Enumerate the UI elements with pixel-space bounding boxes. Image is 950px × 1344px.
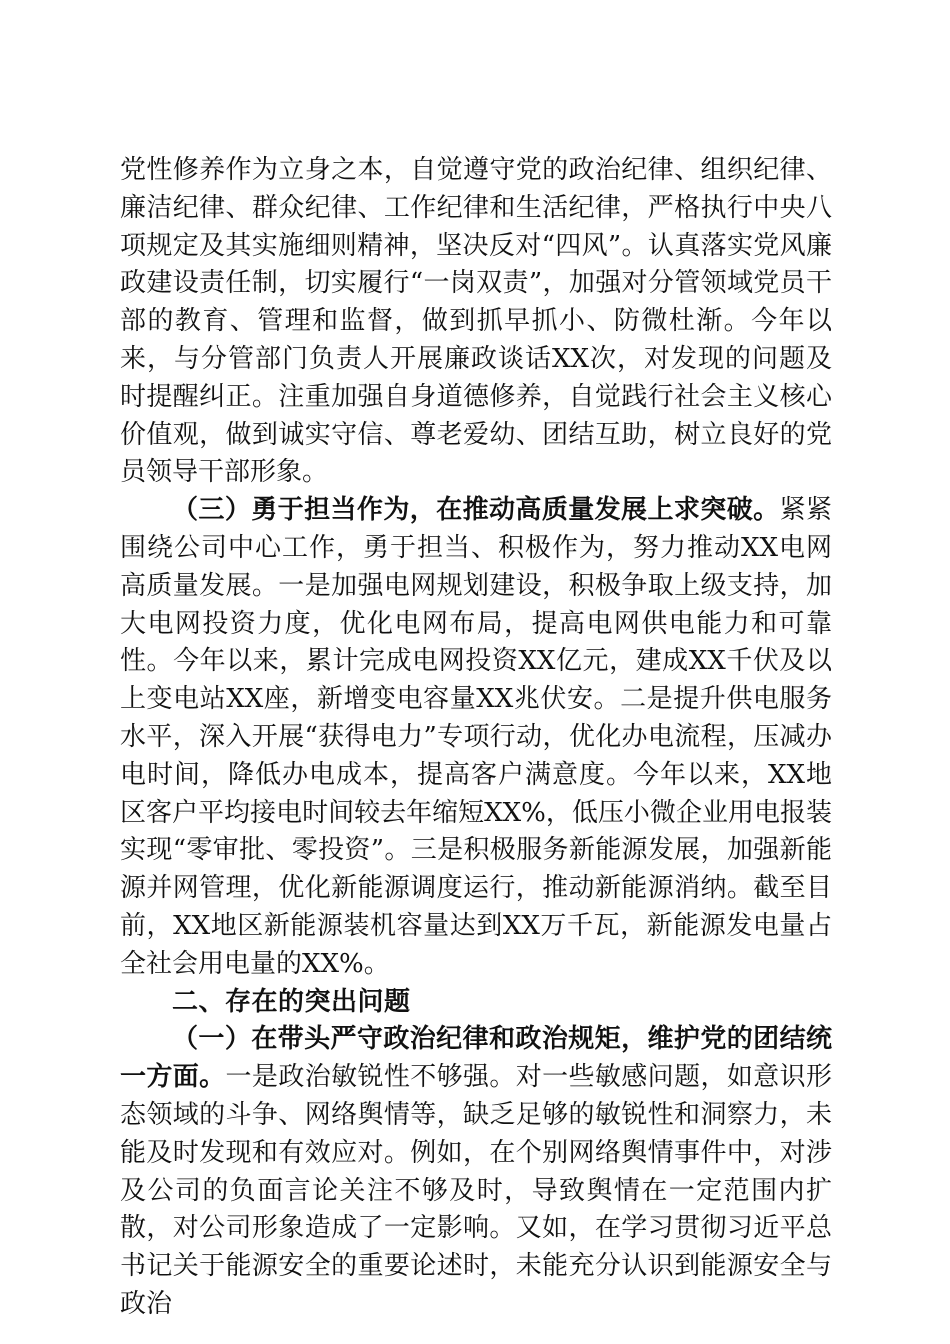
- paragraph-continuation: [120, 152, 832, 492]
- paragraph-text: 一是政治敏锐性不够强。对一些敏感问题，如意识形态领域的斗争、网络舆情等，缺乏足够的敏锐性和洞察力，未能及时发现和有效应对。例如，在个别网络舆情事件中，对涉及公司的负面言论关注不够及时，导致舆情在一定范围内扩散，对公司形象造成了一定影响。又如，在学习贯彻习近平总书记关于能源安全的重要论述时，未能充分认识到能源安全与政治: [120, 1062, 832, 1319]
- paragraph-text: 紧紧围绕公司中心工作，勇于担当、积极作为，努力推动XX电网高质量发展。一是加强电网规划建设，积极争取上级支持，加大电网投资力度，优化电网布局，提高电网供电能力和可靠性。今年以来，累计完成电网投资XX亿元，建成XX千伏及以上变电站XX座，新增变电容量XX兆伏安。二是提升供电服务水平，深入开展“获得电力”专项行动，优化办电流程，压减办电时间，降低办电成本，提高客户满意度。今年以来，XX地区客户平均接电时间较去年缩短XX%，低压小微企业用电报装实现“零审批、零投资”。三是积极服务新能源发展，加强新能源并网管理，优化新能源调度运行，推动新能源消纳。截至目前，XX地区新能源装机容量达到XX万千瓦，新能源发电量占全社会用电量的XX%。: [120, 495, 832, 979]
- paragraph-text: 党性修养作为立身之本，自觉遵守党的政治纪律、组织纪律、廉洁纪律、群众纪律、工作纪律和生活纪律，严格执行中央八项规定及其实施细则精神，坚决反对“四风”。认真落实党风廉政建设责任制，切实履行“一岗双责”，加强对分管领域党员干部的教育、管理和监督，做到抓早抓小、防微杜渐。今年以来，与分管部门负责人开展廉政谈话XX次，对发现的问题及时提醒纠正。注重加强自身道德修养，自觉践行社会主义核心价值观，做到诚实守信、尊老爱幼、团结互助，树立良好的党员领导干部形象。: [120, 155, 832, 488]
- section-three-lead: （三）勇于担当作为，在推动高质量发展上求突破。: [172, 495, 780, 526]
- problem-one-lead: （一）在带头严守政治纪律和政治规矩，维护党的团结统一方面。: [120, 1024, 832, 1093]
- paragraph-problem-one: [120, 1021, 832, 1323]
- paragraph-section-three: [120, 492, 832, 983]
- document-body: [120, 152, 832, 1324]
- section-heading-problems: 二、存在的突出问题: [172, 986, 411, 1017]
